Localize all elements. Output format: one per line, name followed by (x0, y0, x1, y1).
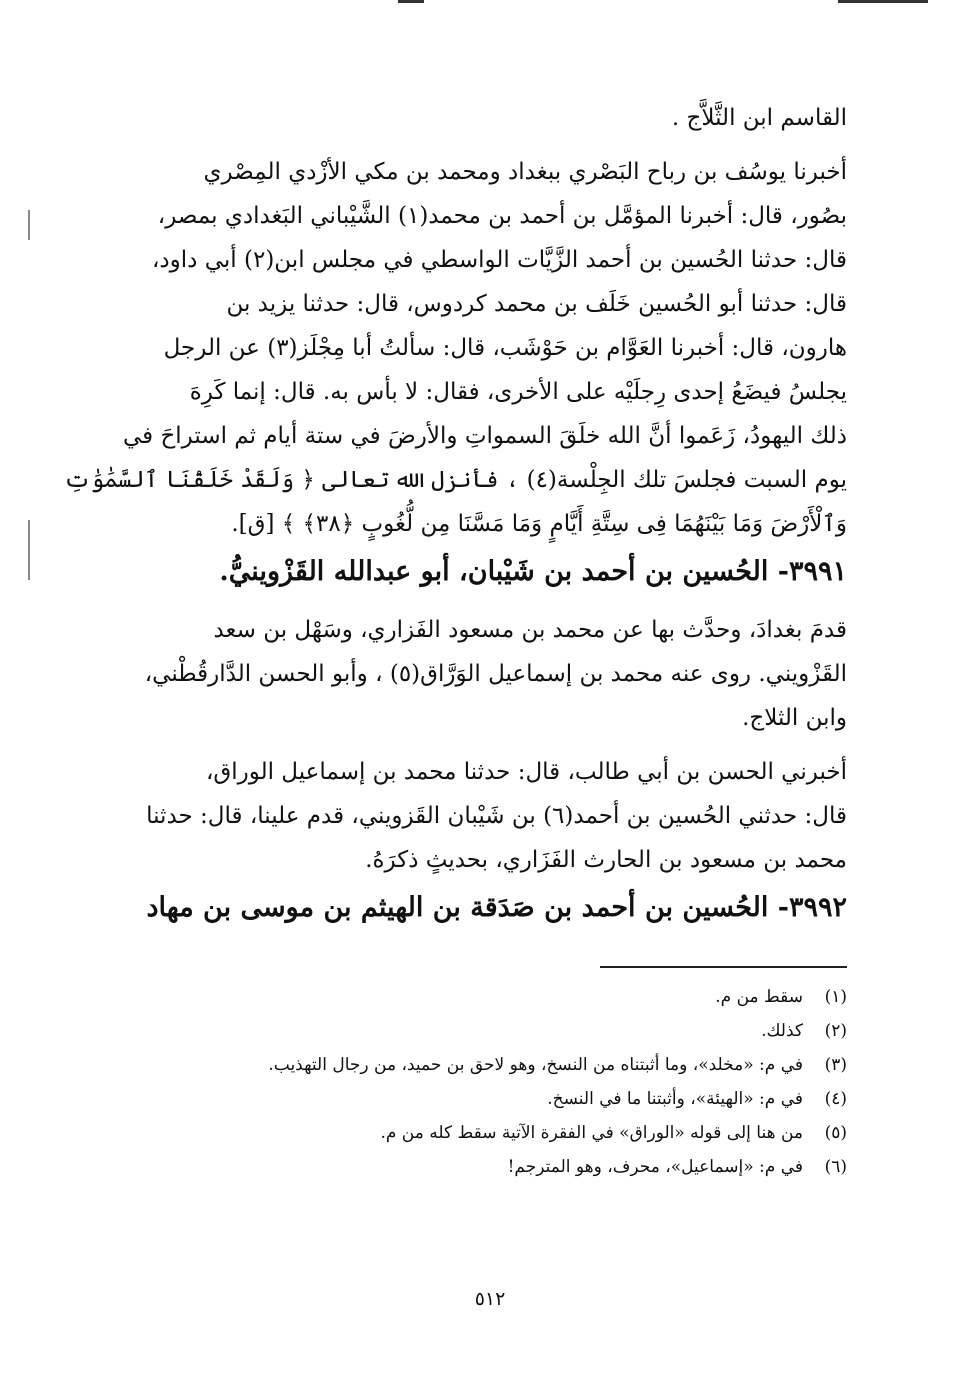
footnote-number: (٦) (824, 1157, 847, 1177)
text-line: محمد بن مسعود بن الحارث الفَزَاري، بحديثٍ ذكرَهُ. (365, 847, 847, 873)
text-line: قال: حدثني الحُسين بن أحمد(٦) بن شَيْبان القَزويني، قدم علينا، قال: حدثنا (146, 803, 847, 829)
text-line: يجلسُ فيضَعُ إحدى رِجلَيْه على الأخرى، فقال: لا بأس به. قال: إنما كَرِهَ (189, 379, 847, 405)
margin-scan-mark (28, 210, 30, 240)
top-scan-mark (838, 0, 928, 3)
footnote-text: في م: «مخلد»، وما أثبتناه من النسخ، وهو لاحق بن حميد، من رجال التهذيب. (268, 1055, 803, 1075)
text-line: ذلك اليهودُ، زَعَموا أنَّ الله خلَقَ السمواتِ والأرضَ في ستة أيام ثم استراحَ في (122, 423, 847, 449)
footnotes (268, 980, 847, 1184)
entry-heading: ٣٩٩١- الحُسين بن أحمد بن شَيْبان، أبو عبدالله القَزْوينيُّ. (219, 556, 847, 587)
text-line: القاسم ابن الثَّلاَّج . (671, 105, 847, 131)
footnote-number: (٥) (824, 1123, 847, 1143)
footnote-number: (١) (824, 987, 847, 1007)
footnote-text: سقط من م. (715, 987, 803, 1007)
text-line: أخبرنا يوسُف بن رباح البَصْري ببغداد ومحمد بن مكي الأزْدي المِصْري (203, 159, 847, 185)
text-line: يوم السبت فجلسَ تلك الجِلْسة(٤) ، فأنزل الله تعالى ﴿ وَلَقَدْ خَلَقْنَا ٱلسَّمَٰوَٰتِ (63, 467, 847, 493)
entry-heading: ٣٩٩٢- الحُسين بن أحمد بن صَدَقة بن الهيثم بن موسى بن مهاد (146, 892, 847, 923)
footnote (300, 1014, 847, 1048)
footnote-text: كذلك. (761, 1021, 803, 1041)
text-line: هارون، قال: أخبرنا العَوَّام بن حَوْشَب، قال: سألتُ أبا مِجْلَز(٣) عن الرجل (163, 335, 847, 361)
text-line: قدمَ بغدادَ، وحدَّث بها عن محمد بن مسعود الفَزاري، وسَهْل بن سعد (213, 617, 847, 643)
footnote (300, 1116, 847, 1150)
main-text (63, 96, 847, 934)
footnote-number: (٣) (824, 1055, 847, 1075)
footnote (300, 980, 847, 1014)
text-line: القَزْويني. روى عنه محمد بن إسماعيل الوَرَّاق(٥) ، وأبو الحسن الدَّارقُطْني، (144, 661, 847, 687)
text-line: أخبرني الحسن بن أبي طالب، قال: حدثنا محمد بن إسماعيل الوراق، (205, 759, 847, 785)
footnote (300, 1082, 847, 1116)
quran-verse-line: وَٱلْأَرْضَ وَمَا بَيْنَهُمَا فِى سِتَّةِ أَيَّامٍ وَمَا مَسَّنَا مِن لُّغُوبٍ ﴿٣٨﴾ ﴾ [ق]. (231, 511, 847, 537)
text-line: قال: حدثنا أبو الحُسين خَلَف بن محمد كردوس، قال: حدثنا يزيد بن (226, 291, 847, 317)
footnote (300, 1150, 847, 1184)
footnote-number: (٤) (824, 1089, 847, 1109)
text-line: بصُور، قال: أخبرنا المؤمَّل بن أحمد بن محمد(١) الشَّيْباني البَغدادي بمصر، (157, 203, 847, 229)
footnote-text: في م: «الهيئة»، وأثبتنا ما في النسخ. (547, 1089, 803, 1109)
footnote-text: في م: «إسماعيل»، محرف، وهو المترجم! (507, 1157, 803, 1177)
page-number: ٥١٢ (474, 1288, 506, 1310)
margin-scan-mark (28, 520, 30, 580)
footnote-separator (600, 966, 847, 968)
footnote-number: (٢) (824, 1021, 847, 1041)
footnote (268, 1048, 847, 1082)
text-line: وابن الثلاج. (742, 705, 847, 731)
footnote-text: من هنا إلى قوله «الوراق» في الفقرة الآتية سقط كله من م. (380, 1123, 803, 1143)
text-line: قال: حدثنا الحُسين بن أحمد الزَّيَّات الواسطي في مجلس ابن(٢) أبي داود، (152, 247, 847, 273)
top-scan-mark (398, 0, 424, 3)
